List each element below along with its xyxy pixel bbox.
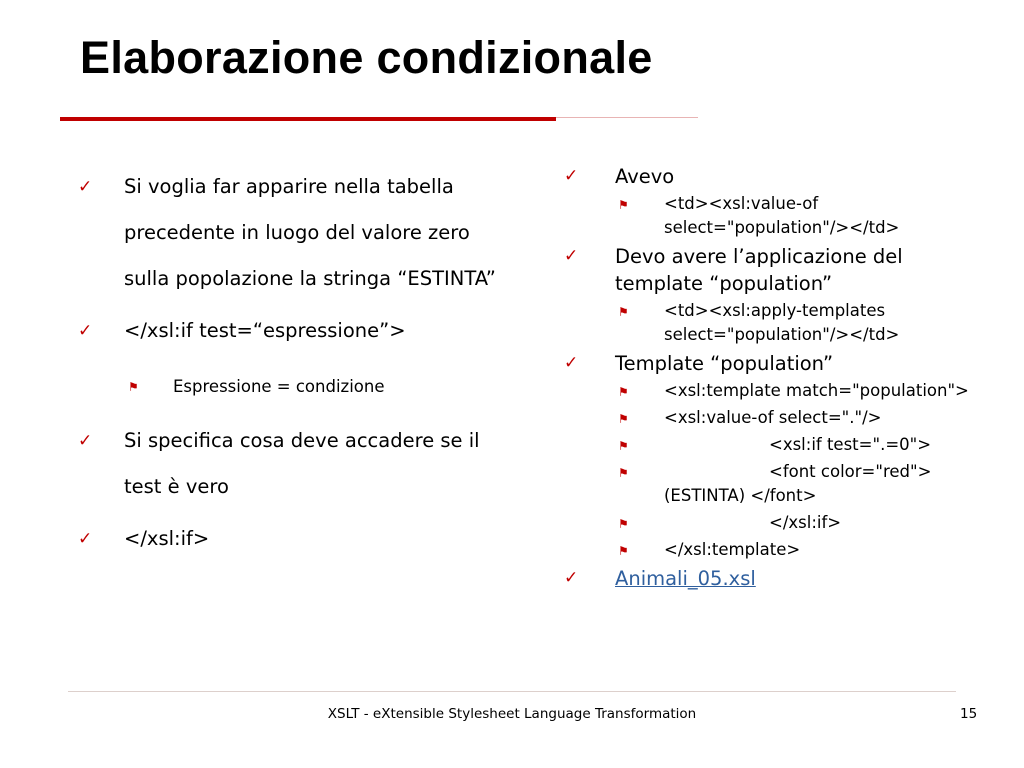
page-number: 15 [960,706,978,722]
flag-icon: ⚑ [618,439,629,453]
checkmark-icon: ✓ [564,568,579,588]
checkmark-icon: ✓ [564,166,579,186]
bullet-item [70,516,500,562]
checkmark-icon: ✓ [78,431,93,451]
flag-icon: ⚑ [618,412,629,426]
footer-divider [68,691,956,692]
flag-icon: ⚑ [618,517,629,531]
bullet-text: <td><xsl:apply-templates select="population"/></td> [664,301,900,344]
title-underline-thin [556,117,698,118]
flag-icon: ⚑ [618,466,629,480]
bullet-text: <xsl:value-of select="."/> [664,408,882,427]
bullet-item [558,565,978,592]
flag-icon: ⚑ [128,380,139,394]
checkmark-icon: ✓ [564,246,579,266]
bullet-item [70,308,500,354]
sub-bullet-item [558,511,978,535]
title-underline [60,117,556,121]
slide-title: Elaborazione condizionale [80,32,653,83]
bullet-item [558,350,978,377]
bullet-text: <xsl:template match="population"> [664,381,969,400]
right-column [558,163,978,592]
left-column [70,164,500,562]
bullet-text: Devo avere l’applicazione del template “population” [615,245,903,295]
bullet-item [70,164,500,302]
bullet-text: Avevo [615,165,675,188]
flag-icon: ⚑ [618,198,629,212]
bullet-text: Espressione = condizione [173,377,385,396]
sub-bullet-item [558,299,978,347]
footer [0,706,1024,722]
bullet-text: <xsl:if test=".=0"> [769,435,932,454]
bullet-text: Template “population” [615,352,834,375]
flag-icon: ⚑ [618,305,629,319]
checkmark-icon: ✓ [564,353,579,373]
sub-bullet-item [558,460,978,508]
bullet-item [558,163,978,190]
file-link[interactable]: Animali_05.xsl [615,567,756,590]
checkmark-icon: ✓ [78,321,93,341]
sub-bullet-item [558,433,978,457]
bullet-text: Si specifica cosa deve accadere se il test è vero [124,429,480,498]
bullet-text: <font color="red"> [769,462,932,481]
footer-text: XSLT - eXtensible Stylesheet Language Transformation [327,706,697,722]
checkmark-icon: ✓ [78,177,93,197]
bullet-text: <td><xsl:value-of select="population"/></td> [664,194,900,237]
flag-icon: ⚑ [618,385,629,399]
bullet-text: </xsl:template> [664,540,801,559]
bullet-text: Si voglia far apparire nella tabella precedente in luogo del valore zero sulla popolazione la stringa “ESTINTA” [124,175,496,290]
bullet-text: </xsl:if test=“espressione”> [124,319,406,342]
sub-bullet-item [70,374,500,400]
bullet-text: </xsl:if> [124,527,210,550]
sub-bullet-item [558,379,978,403]
bullet-text-continued: (ESTINTA) </font> [664,486,817,505]
sub-bullet-item [558,406,978,430]
sub-bullet-item [558,192,978,240]
checkmark-icon: ✓ [78,529,93,549]
bullet-item [70,418,500,510]
bullet-text: </xsl:if> [769,513,842,532]
sub-bullet-item [558,538,978,562]
bullet-item [558,243,978,297]
flag-icon: ⚑ [618,544,629,558]
